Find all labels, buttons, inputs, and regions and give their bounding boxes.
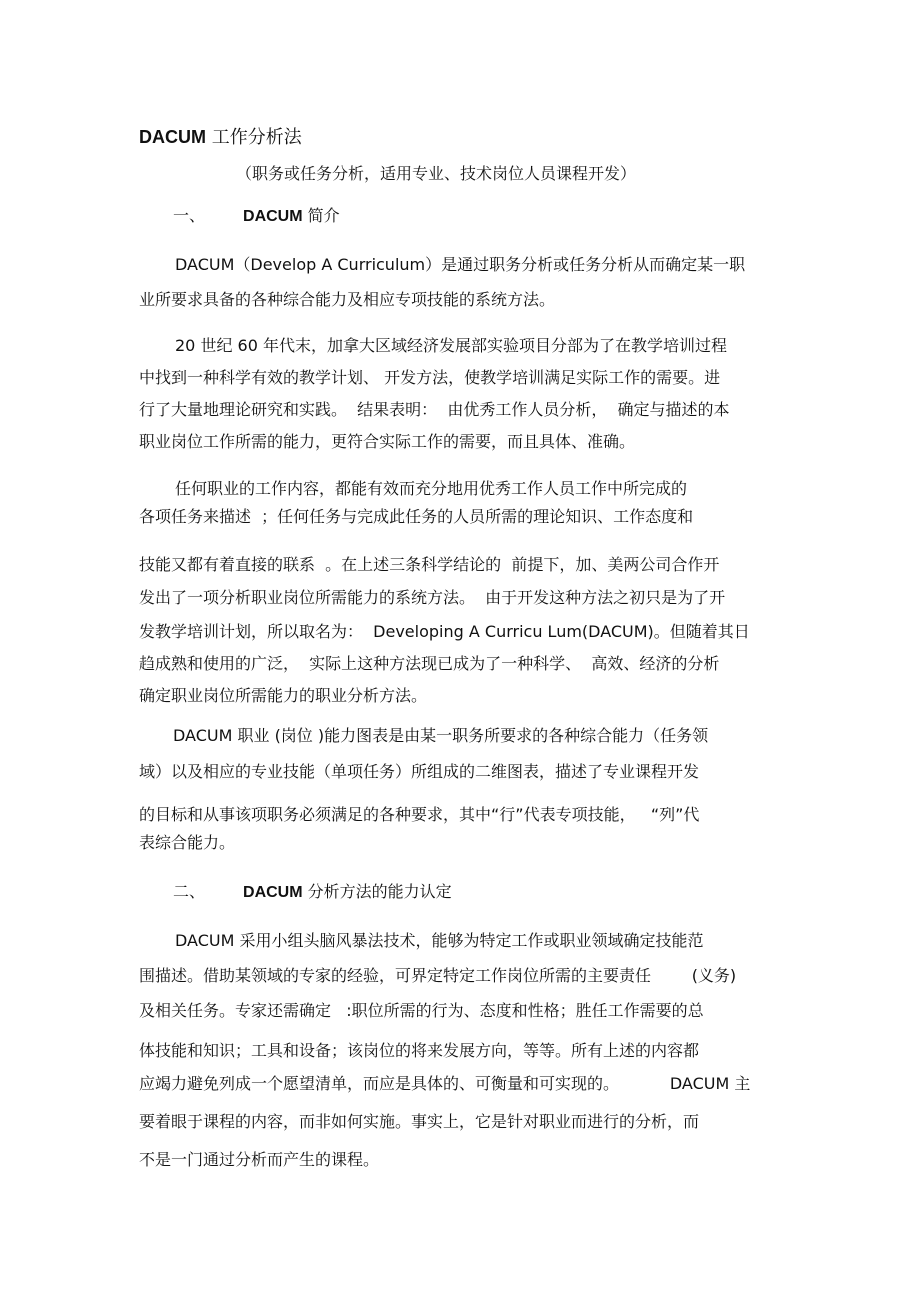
title-acronym: DACUM <box>139 127 206 147</box>
section-title: 分析方法的能力认定 <box>302 882 452 901</box>
paragraph-line: 各项任务来描述 ；任何任务与完成此任务的人员所需的理论知识、工作态度和 <box>139 507 694 526</box>
title-text: 工作分析法 <box>206 127 302 148</box>
paragraph-line: 职业岗位工作所需的能力，更符合实际工作的需要，而且具体、准确。 <box>139 432 636 451</box>
paragraph-line: 中找到一种科学有效的教学计划、 开发方法，使教学培训满足实际工作的需要。进 <box>139 368 721 387</box>
paragraph-line: 不是一门通过分析而产生的课程。 <box>139 1150 380 1169</box>
paragraph-line: 体技能和知识；工具和设备；该岗位的将来发展方向，等等。所有上述的内容都 <box>139 1041 700 1060</box>
paragraph-line: 表综合能力。 <box>139 833 236 852</box>
paragraph-line: 任何职业的工作内容，都能有效而充分地用优秀工作人员工作中所完成的 <box>175 479 688 498</box>
section-heading-1 <box>173 206 340 227</box>
section-acronym: DACUM <box>243 884 303 901</box>
document-subtitle: （职务或任务分析，适用专业、技术岗位人员课程开发） <box>236 164 637 183</box>
paragraph-line: 要着眼于课程的内容，而非如何实施。事实上，它是针对职业而进行的分析，而 <box>139 1112 700 1131</box>
paragraph-line: DACUM 采用小组头脑风暴法技术，能够为特定工作或职业领域确定技能范 <box>175 931 704 950</box>
paragraph-line: 技能又都有着直接的联系 。在上述三条科学结论的 前提下，加、美两公司合作开 <box>139 555 720 574</box>
paragraph-line: 围描述。借助某领域的专家的经验，可界定特定工作岗位所需的主要责任 (义务) <box>139 966 737 985</box>
paragraph-line: DACUM 职业 (岗位 )能力图表是由某一职务所要求的各种综合能力（任务领 <box>173 726 709 745</box>
section-number: 一、 <box>173 206 206 225</box>
paragraph-line: 域）以及相应的专业技能（单项任务）所组成的二维图表，描述了专业课程开发 <box>139 762 700 781</box>
paragraph-line: 确定职业岗位所需能力的职业分析方法。 <box>139 686 428 705</box>
section-acronym: DACUM <box>243 208 303 225</box>
paragraph-line: 行了大量地理论研究和实践。 结果表明： 由优秀工作人员分析， 确定与描述的本 <box>139 400 730 419</box>
section-heading-2 <box>173 882 452 903</box>
section-title: 简介 <box>302 206 340 225</box>
paragraph-line: 的目标和从事该项职务必须满足的各种要求，其中“行”代表专项技能， “列”代 <box>139 805 700 824</box>
paragraph-line: 应竭力避免列成一个愿望清单，而应是具体的、可衡量和可实现的。 DACUM 主 <box>139 1074 751 1093</box>
paragraph-line: 发教学培训计划，所以取名为： Developing A Curricu Lum(DACUM)。但随着其日 <box>139 622 750 641</box>
paragraph-line: 趋成熟和使用的广泛， 实际上这种方法现已成为了一种科学、 高效、经济的分析 <box>139 654 720 673</box>
paragraph-line: 业所要求具备的各种综合能力及相应专项技能的系统方法。 <box>139 290 556 309</box>
paragraph-line: 发出了一项分析职业岗位所需能力的系统方法。 由于开发这种方法之初只是为了开 <box>139 588 726 607</box>
document-title <box>139 126 302 149</box>
paragraph-line: 及相关任务。专家还需确定 :职位所需的行为、态度和性格；胜任工作需要的总 <box>139 1001 704 1020</box>
paragraph-line: DACUM（Develop A Curriculum）是通过职务分析或任务分析从而确定某一职 <box>175 255 746 274</box>
paragraph-line: 20 世纪 60 年代末，加拿大区域经济发展部实验项目分部为了在教学培训过程 <box>175 336 727 355</box>
section-number: 二、 <box>173 882 206 901</box>
